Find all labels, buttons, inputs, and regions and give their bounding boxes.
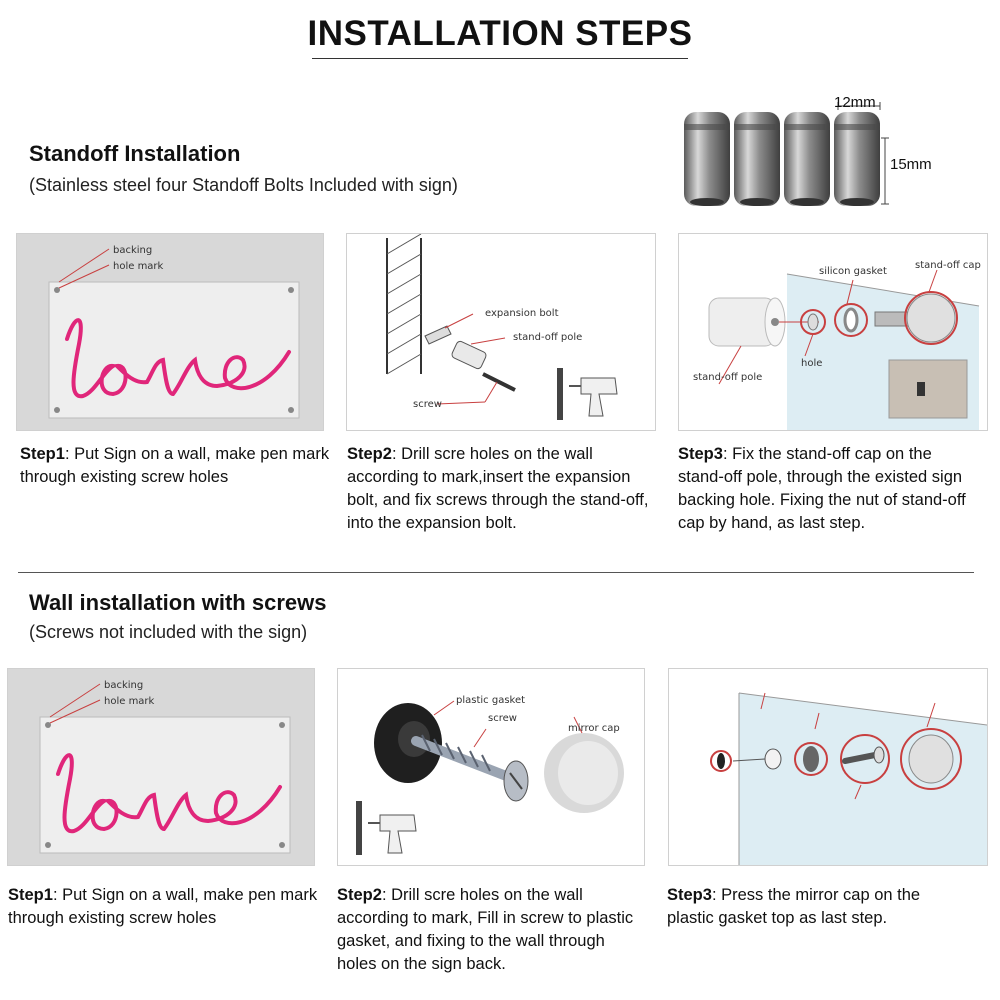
wall-section-title: Wall installation with screws: [29, 590, 327, 615]
backing-label: backing: [113, 245, 153, 256]
wall-step1-illustration: [7, 668, 315, 866]
standoff-cap-label: stand-off cap: [915, 260, 981, 271]
wall-section-subtitle: (Screws not included with the sign): [29, 622, 308, 642]
bolt-width-dimension: 12mm: [834, 94, 876, 111]
photo-inset: [889, 360, 967, 418]
plastic-gasket-label: plastic gasket: [456, 695, 526, 706]
wall-hatch: [387, 234, 421, 374]
section-divider: [18, 572, 974, 573]
standoff-pole-shape: [451, 340, 488, 370]
standoff-step2-text: Step2: Drill scre holes on the wall according to mark,insert the expansion bolt, and fix screws through the stand-off, into the expansion bolt.: [347, 445, 649, 532]
screw-shape: [483, 374, 515, 390]
silicon-gasket-label: silicon gasket: [819, 266, 887, 277]
standoff-pole-3d: [709, 298, 785, 346]
wall-step3-text: Step3: Press the mirror cap on the plastic gasket top as last step.: [667, 886, 921, 927]
standoff-section-subtitle: (Stainless steel four Standoff Bolts Included with sign): [29, 175, 458, 195]
screw-label: screw: [488, 713, 517, 724]
mirror-cap-label: mirror cap: [568, 723, 620, 734]
standoff-section-title: Standoff Installation: [29, 141, 241, 166]
standoff-step3-illustration: [678, 233, 988, 431]
standoff-step1-text: Step1: Put Sign on a wall, make pen mark through existing screw holes: [20, 445, 330, 486]
bolt-3: [784, 112, 830, 206]
backing-label: backing: [104, 680, 144, 691]
standoff-pole-label: stand-off pole: [513, 332, 583, 343]
wall-step3-illustration: [668, 668, 988, 866]
bolt-2: [734, 112, 780, 206]
wall-step2-illustration: [337, 668, 645, 866]
mirror-cap-shape: [544, 733, 624, 813]
bolt-height-dimension: 15mm: [890, 156, 932, 173]
expansion-bolt-label: expansion bolt: [485, 308, 559, 319]
standoff-step3-text: Step3: Fix the stand-off cap on the stand-off pole, through the existed sign backing hole. Fixing the nut of stand-off cap by hand, as last step.: [678, 445, 966, 532]
title-underline: [312, 58, 688, 59]
bolt-1: [684, 112, 730, 206]
page-title: INSTALLATION STEPS: [307, 14, 693, 53]
bolt-4: [834, 112, 880, 206]
expansion-bolt-shape: [425, 326, 451, 344]
hole-label: hole: [801, 358, 823, 369]
screw-label: screw: [413, 399, 442, 410]
standoff-step1-illustration: [16, 233, 324, 431]
drill-icon: [356, 801, 416, 855]
drill-icon: [557, 368, 617, 420]
wall-step1-text: Step1: Put Sign on a wall, make pen mark through existing screw holes: [8, 886, 318, 927]
wall-step2-text: Step2: Drill scre holes on the wall according to mark, Fill in screw to plastic gasket, and fixing to the wall through holes on the sign back.: [337, 886, 634, 973]
standoff-step2-illustration: [346, 233, 656, 431]
hole-mark-label: hole mark: [113, 261, 164, 272]
hole-mark-label: hole mark: [104, 696, 155, 707]
standoff-pole-label: stand-off pole: [693, 372, 763, 383]
standoff-bolts-image: [678, 98, 978, 216]
